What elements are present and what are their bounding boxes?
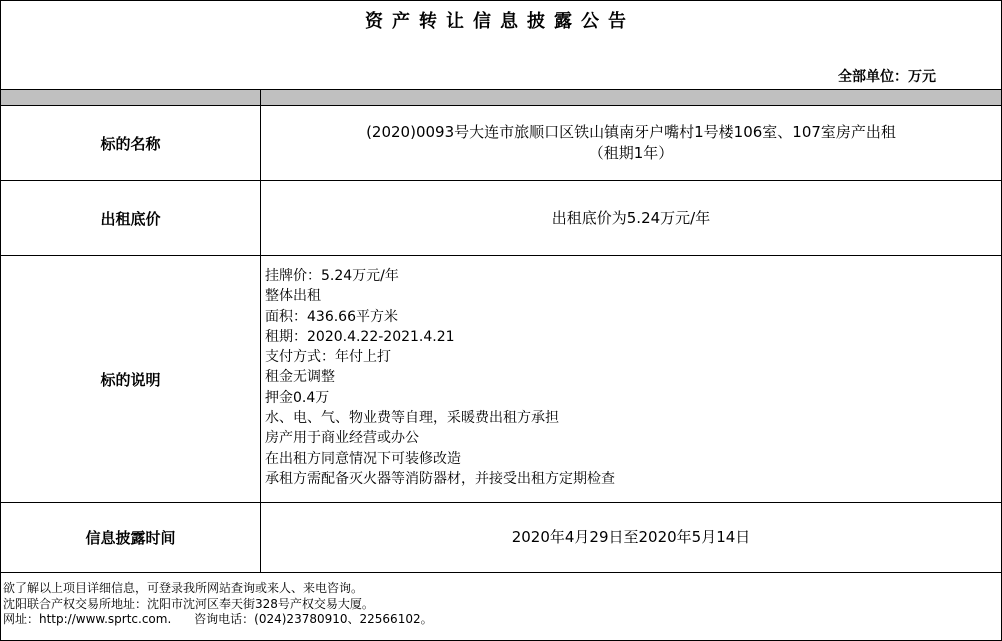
unit-note: 全部单位：万元 <box>838 69 936 85</box>
row-label-disclosure-time: 信息披露时间 <box>1 503 261 572</box>
description-line: 支付方式：年付上打 <box>265 349 391 366</box>
description-line: 押金0.4万 <box>265 389 330 406</box>
description-line: 水、电、气、物业费等自理，采暖费出租方承担 <box>265 410 559 427</box>
footer-line-contact: 网址：http://www.sprtc.com. 咨询电话：(024)23780910、22566102。 <box>3 612 433 626</box>
table-row-disclosure-time <box>1 503 1001 573</box>
name-value-line1: (2020)0093号大连市旅顺口区铁山镇南牙户嘴村1号楼106室、107室房产出租 <box>366 123 896 141</box>
description-line: 租金无调整 <box>265 369 335 386</box>
table-header-left <box>1 89 261 106</box>
info-table <box>1 89 1001 573</box>
description-line: 整体出租 <box>265 288 321 305</box>
table-row-description <box>1 256 1001 503</box>
row-label-description: 标的说明 <box>1 256 261 502</box>
row-label-base-price: 出租底价 <box>1 181 261 255</box>
description-line: 在出租方同意情况下可装修改造 <box>265 450 461 467</box>
table-header-right <box>261 89 1001 106</box>
footer-line-address: 沈阳联合产权交易所地址：沈阳市沈河区奉天街328号产权交易大厦。 <box>3 596 374 611</box>
row-value-name <box>261 106 1001 180</box>
table-row-base-price <box>1 181 1001 256</box>
name-value-line2: （租期1年） <box>588 144 674 162</box>
footer-line-inquiry: 欲了解以上项目详细信息，可登录我所网站查询或来人、来电咨询。 <box>3 581 364 595</box>
footer-notes <box>3 581 433 628</box>
row-value-disclosure-time: 2020年4月29日至2020年5月14日 <box>511 528 751 546</box>
page-title: 资产转让信息披露公告 <box>365 11 635 32</box>
description-line: 挂牌价：5.24万元/年 <box>265 268 399 284</box>
row-value-description <box>261 256 1001 502</box>
description-line: 面积：436.66平方米 <box>265 308 398 325</box>
row-label-name: 标的名称 <box>1 106 261 180</box>
table-row-name <box>1 106 1001 181</box>
description-line: 租期：2020.4.22-2021.4.21 <box>265 328 455 345</box>
description-line: 房产用于商业经营或办公 <box>265 430 419 447</box>
description-line: 承租方需配备灭火器等消防器材，并接受出租方定期检查 <box>265 470 615 487</box>
row-value-base-price: 出租底价为5.24万元/年 <box>551 208 711 227</box>
